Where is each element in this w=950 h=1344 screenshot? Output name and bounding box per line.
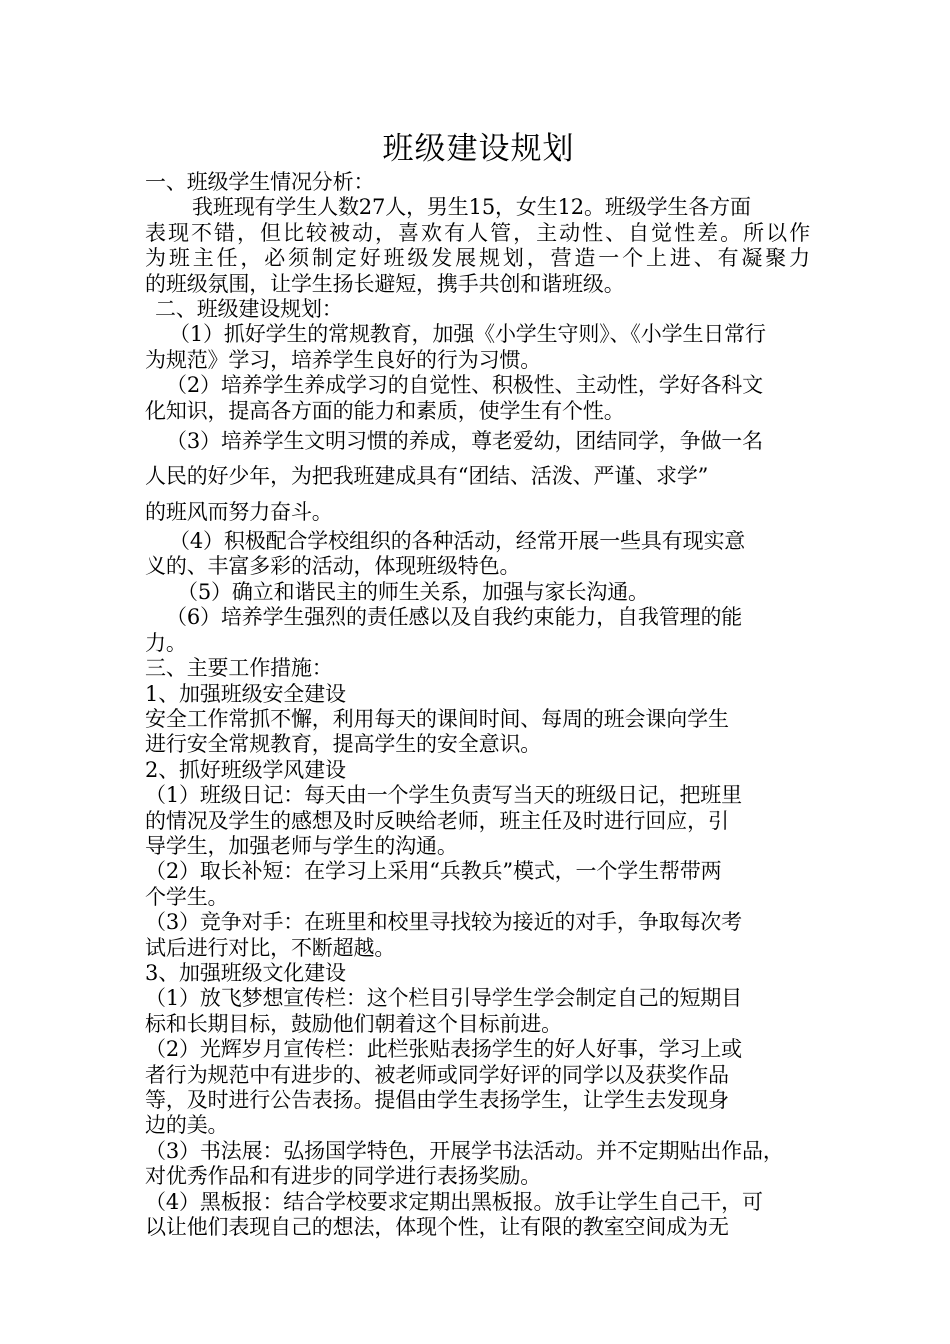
list-item-line: （2）取长补短：在学习上采用“兵教兵”模式，一个学生帮带两 (145, 859, 722, 884)
list-item-line: （3）培养学生文明习惯的养成，尊老爱幼，团结同学，争做一名 (166, 429, 764, 454)
list-item-line: 的班风而努力奋斗。 (145, 500, 333, 525)
list-item-line: （6）培养学生强烈的责任感以及自我约束能力，自我管理的能 (166, 605, 743, 630)
list-item-line: 导学生，加强老师与学生的沟通。 (145, 833, 458, 858)
paragraph-line: 进行安全常规教育，提高学生的安全意识。 (145, 732, 542, 757)
list-item-line: 的情况及学生的感想及时反映给老师，班主任及时进行回应，引 (145, 808, 729, 833)
list-item-line: 边的美。 (145, 1113, 229, 1138)
section-heading-2: 二、班级建设规划： (155, 297, 343, 322)
section-heading-1: 一、班级学生情况分析： (145, 170, 375, 194)
list-item-line: 标和长期目标，鼓励他们朝着这个目标前进。 (145, 1011, 562, 1036)
list-item-line: （1）班级日记：每天由一个学生负责写当天的班级日记，把班里 (145, 783, 743, 808)
list-item-line: （2）光辉岁月宣传栏：此栏张贴表扬学生的好人好事，学习上或 (145, 1037, 743, 1062)
list-item-line: 者行为规范中有进步的、被老师或同学好评的同学以及获奖作品 (145, 1062, 729, 1087)
list-item-line: （3）竞争对手：在班里和校里寻找较为接近的对手，争取每次考 (145, 910, 743, 935)
subsection-heading: 1、加强班级安全建设 (145, 681, 346, 706)
subsection-heading: 3、加强班级文化建设 (145, 960, 346, 985)
list-item-line: （1）放飞梦想宣传栏：这个栏目引导学生学会制定自己的短期目 (145, 986, 743, 1011)
list-item-line: 试后进行对比，不断超越。 (145, 935, 396, 960)
list-item-line: （1）抓好学生的常规教育，加强《小学生守则》、《小学生日常行 (169, 322, 766, 347)
paragraph-line: 安全工作常抓不懈，利用每天的课间时间、每周的班会课向学生 (145, 706, 729, 731)
list-item-line: （3）书法展：弘扬国学特色，开展学书法活动。并不定期贴出作品， (145, 1138, 784, 1163)
paragraph-line: 为班主任，必须制定好班级发展规划，营造一个上进、有凝聚力 (145, 246, 810, 271)
list-item-line: （2）培养学生养成学习的自觉性、积极性、主动性，学好各科文 (166, 373, 764, 398)
subsection-heading: 2、抓好班级学风建设 (145, 757, 346, 782)
list-item-line: （4）积极配合学校组织的各种活动，经常开展一些具有现实意 (169, 529, 746, 554)
list-item-line: （5）确立和谐民主的师生关系，加强与家长沟通。 (177, 579, 649, 604)
paragraph-line: 我班现有学生人数27人，男生15，女生12。班级学生各方面 (192, 195, 751, 220)
list-item-line: 力。 (145, 630, 187, 655)
section-heading-3: 三、主要工作措施： (145, 656, 333, 681)
list-item-line: 以让他们表现自己的想法，体现个性，让有限的教室空间成为无 (145, 1215, 729, 1240)
list-item-line: 为规范》学习，培养学生良好的行为习惯。 (145, 347, 542, 372)
document-page (145, 128, 810, 1240)
list-item-line: 对优秀作品和有进步的同学进行表扬奖励。 (145, 1164, 542, 1189)
list-item-line: 义的、丰富多彩的活动，体现班级特色。 (145, 554, 521, 579)
list-item-line: 化知识，提高各方面的能力和素质，使学生有个性。 (145, 398, 625, 423)
list-item-line: （4）黑板报：结合学校要求定期出黑板报。放手让学生自己干，可 (145, 1189, 763, 1214)
list-item-line: 个学生。 (145, 884, 229, 909)
paragraph-line: 的班级氛围，让学生扬长避短，携手共创和谐班级。 (145, 271, 625, 296)
list-item-line: 等，及时进行公告表扬。提倡由学生表扬学生，让学生去发现身 (145, 1088, 729, 1112)
paragraph-line: 表现不错，但比较被动，喜欢有人管，主动性、自觉性差。所以作 (145, 220, 810, 245)
page-title: 班级建设规划 (382, 131, 575, 167)
list-item-line: 人民的好少年，为把我班建成具有“团结、活泼、严谨、求学” (145, 464, 709, 489)
